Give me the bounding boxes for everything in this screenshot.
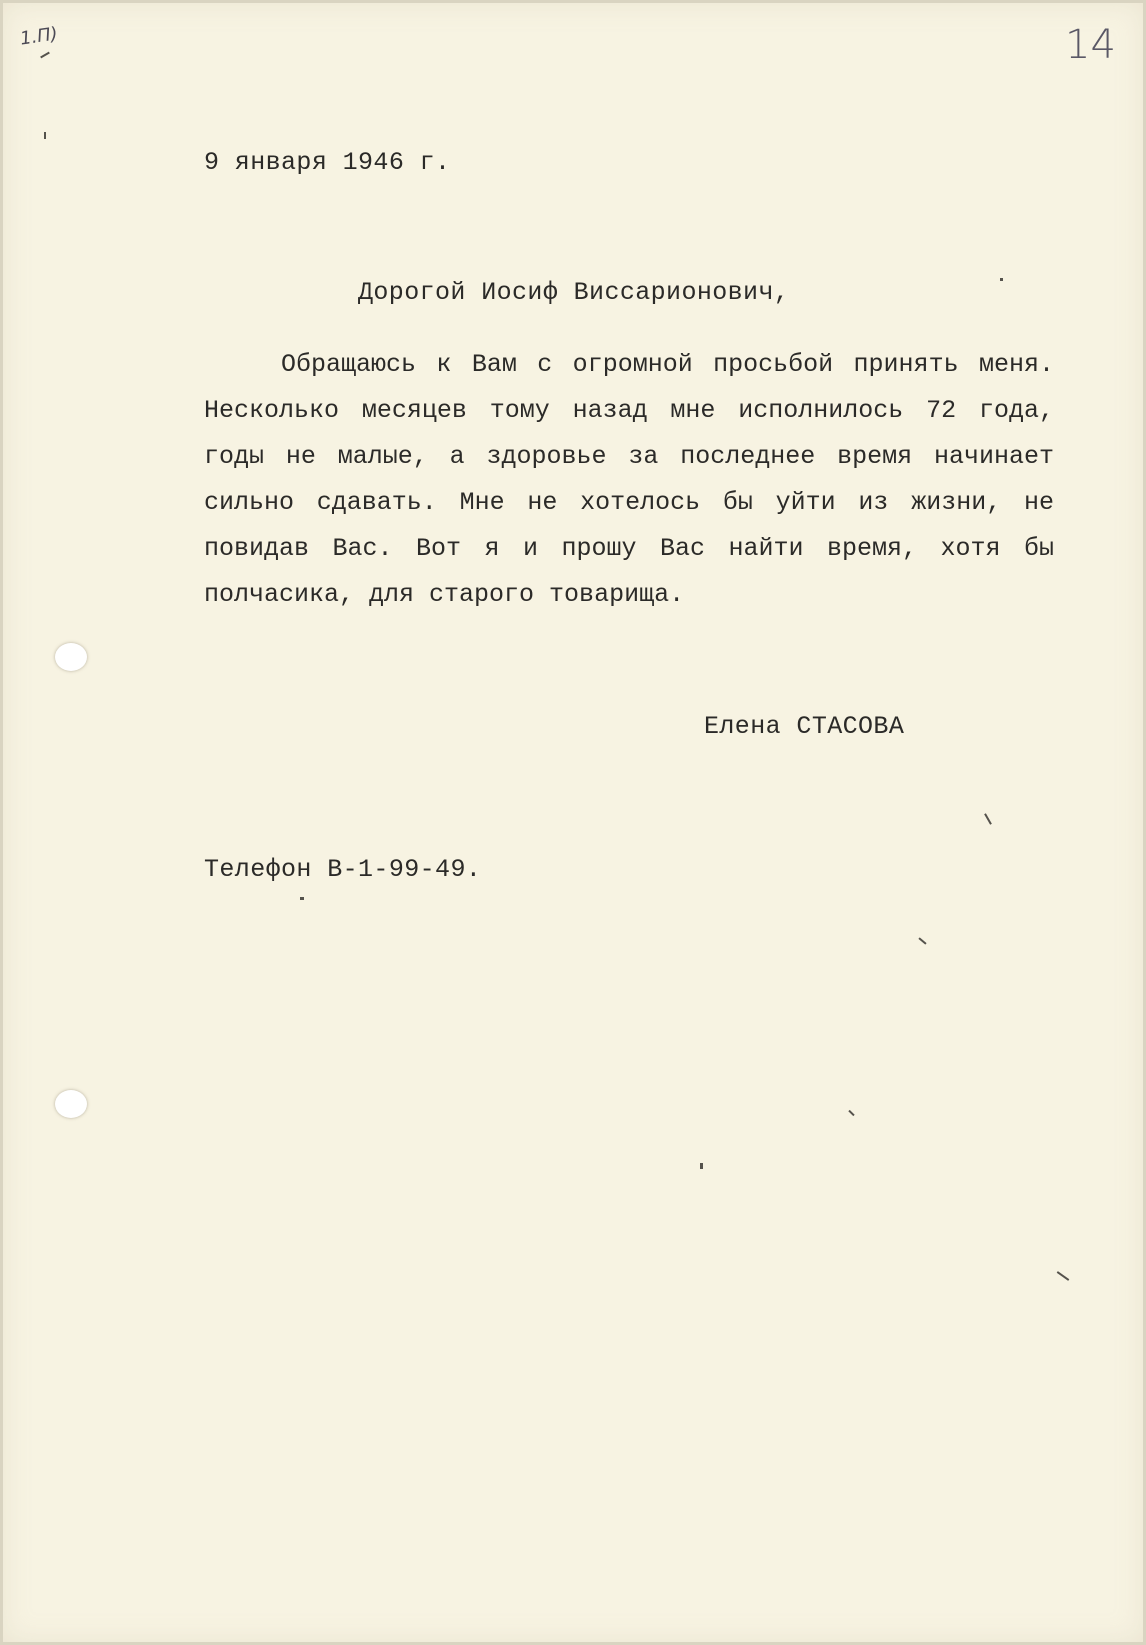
paper-speck [984,813,992,824]
paper-speck [700,1163,703,1169]
paper-speck [918,937,926,944]
letter-salutation: Дорогой Иосиф Виссарионович, [358,278,790,307]
paper-speck [300,897,304,900]
folio-number: 14 [1065,22,1116,68]
phone-line: Телефон В-1-99-49. [204,855,482,884]
punch-hole [55,1090,87,1118]
paper-speck [1057,1271,1070,1281]
letter-signature: Елена СТАСОВА [704,712,905,741]
paper-speck [848,1110,854,1116]
body-line: Несколько месяцев тому назад мне исполнилось 72 года, [204,396,1054,425]
body-line: сильно сдавать. Мне не хотелось бы уйти из жизни, не [204,488,1054,517]
punch-hole [55,643,87,671]
body-line: полчасика, для старого товарища. [204,580,685,609]
corner-tick-mark [40,52,50,59]
corner-note: 1.П) [18,23,60,50]
body-line: повидав Вас. Вот я и прошу Вас найти время, хотя бы [204,534,1054,563]
body-line: годы не малые, а здоровье за последнее время начинает [204,442,1054,471]
letter-date: 9 января 1946 г. [204,148,451,177]
paper-speck [1000,278,1003,281]
paper-speck [44,132,46,139]
body-line: Обращаюсь к Вам с огромной просьбой принять меня. [281,350,1054,379]
